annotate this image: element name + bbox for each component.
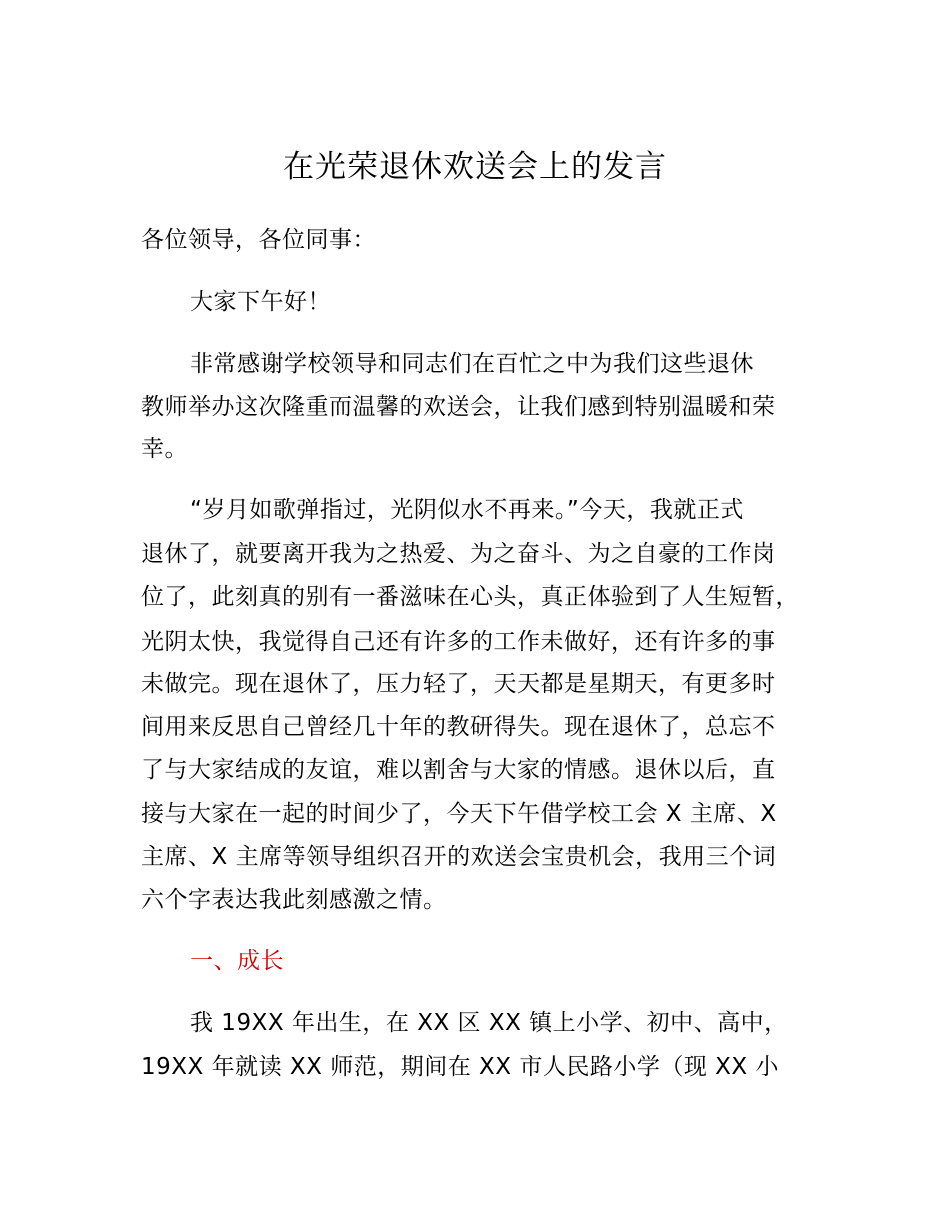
greeting: 大家下午好！	[190, 289, 331, 315]
paragraph-line: “岁月如歌弹指过，光阴似水不再来。”今天，我就正式	[190, 497, 744, 523]
paragraph-line: 非常感谢学校领导和同志们在百忙之中为我们这些退休	[190, 351, 754, 377]
paragraph-line: 接与大家在一起的时间少了，今天下午借学校工会 X 主席、X	[141, 801, 777, 827]
section-heading: 一、成长	[190, 948, 284, 974]
salutation: 各位领导，各位同事：	[141, 227, 376, 253]
paragraph-line: 幸。	[141, 436, 188, 462]
paragraph-line: 未做完。现在退休了，压力轻了，天天都是星期天，有更多时	[141, 671, 776, 697]
paragraph-line: 了与大家结成的友谊，难以割舍与大家的情感。退休以后，直	[141, 757, 776, 783]
document-title: 在光荣退休欢送会上的发言	[283, 149, 667, 185]
paragraph-line: 19XX 年就读 XX 师范，期间在 XX 市人民路小学（现 XX 小	[141, 1054, 779, 1080]
paragraph-line: 我 19XX 年出生，在 XX 区 XX 镇上小学、初中、高中，	[190, 1010, 788, 1036]
paragraph-line: 位了，此刻真的别有一番滋味在心头，真正体验到了人生短暂，	[141, 584, 799, 610]
paragraph-line: 教师举办这次隆重而温馨的欢送会，让我们感到特别温暖和荣	[141, 394, 776, 420]
paragraph-line: 间用来反思自己曾经几十年的教研得失。现在退休了，总忘不	[141, 714, 776, 740]
paragraph-line: 主席、X 主席等领导组织召开的欢送会宝贵机会，我用三个词	[141, 844, 777, 870]
paragraph-line: 六个字表达我此刻感激之情。	[141, 887, 447, 913]
paragraph-line: 光阴太快，我觉得自己还有许多的工作未做好，还有许多的事	[141, 629, 776, 655]
paragraph-line: 退休了，就要离开我为之热爱、为之奋斗、为之自豪的工作岗	[141, 541, 776, 567]
